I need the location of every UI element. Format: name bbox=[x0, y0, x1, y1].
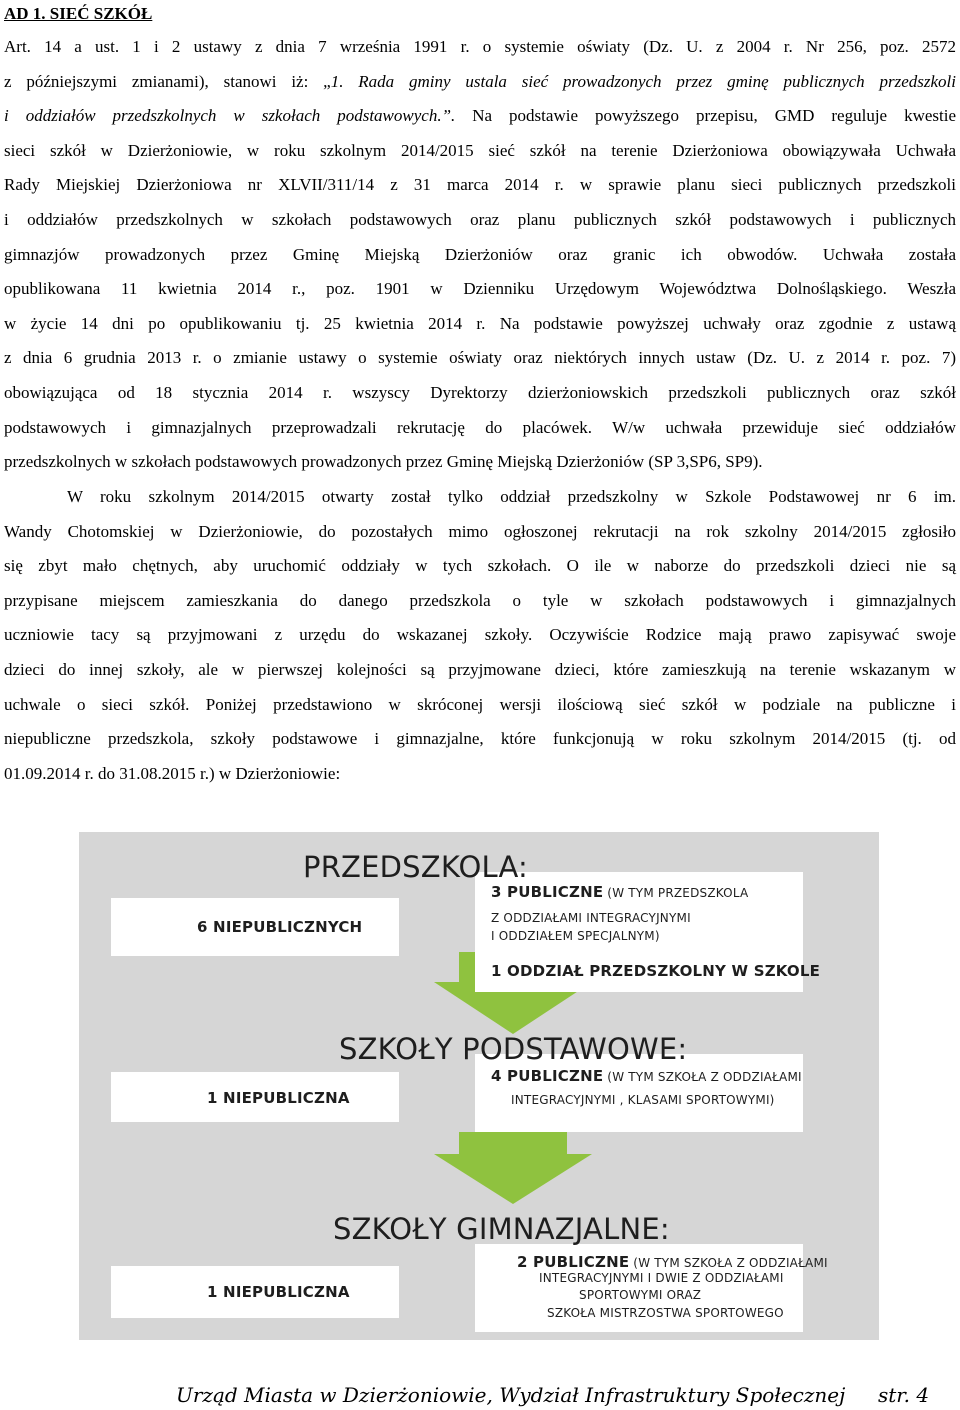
text-line bbox=[4, 588, 956, 614]
gymnasium-detail-3: SZKOŁA MISTRZOSTWA SPORTOWEGO bbox=[547, 1306, 784, 1320]
text-segment: przedszkolnych w szkołach podstawowych prowadzonych przez Gminę Miejską Dzierżoniów (SP 3,SP6, SP9). bbox=[4, 452, 763, 472]
footer-institution: Urząd Miasta w Dzierżoniowie, Wydział Infrastruktury Społecznej bbox=[176, 1383, 846, 1407]
text-segment: uczniowie tacy są przyjmowani z urzędu do wskazanej szkoły. Oczywiście Rodzice mają prawo zapisywać swoje bbox=[4, 625, 956, 645]
text-segment: W roku szkolnym 2014/2015 otwarty został tylko oddział przedszkolny w Szkole Podstawowej nr 6 im. bbox=[67, 487, 956, 506]
primary-public-suffix: (W TYM SZKOŁA Z ODDZIAŁAMI bbox=[603, 1070, 802, 1084]
text-line bbox=[4, 138, 956, 164]
arrow-2-head bbox=[434, 1154, 592, 1204]
preschool-detail-1: Z ODDZIAŁAMI INTEGRACYJNYMI bbox=[491, 911, 691, 925]
text-line bbox=[4, 207, 956, 233]
text-line bbox=[4, 519, 956, 545]
gymnasium-detail-1: INTEGRACYJNYMI I DWIE Z ODDZIAŁAMI bbox=[539, 1271, 784, 1285]
text-segment: Rady Miejskiej Dzierżoniowa nr XLVII/311/14 z 31 marca 2014 r. w sprawie planu sieci publicznych przedszkoli bbox=[4, 175, 956, 195]
preschool-title: PRZEDSZKOLA: bbox=[303, 850, 529, 884]
text-line bbox=[4, 449, 956, 475]
preschool-nonpublic: 6 NIEPUBLICZNYCH bbox=[197, 918, 363, 936]
text-segment: sieci szkół w Dzierżoniowie, w roku szkolnym 2014/2015 sieć szkół na terenie Dzierżoniowa obowiązywała Uchwała bbox=[4, 140, 956, 160]
text-line bbox=[4, 345, 956, 371]
preschool-public bbox=[491, 882, 748, 901]
text-segment: gimnazjów prowadzonych przez Gminę Miejską Dzierżoniów oraz granic ich obwodów. Uchwała została bbox=[4, 244, 956, 264]
text-line bbox=[4, 553, 956, 579]
preschool-public-suffix: (W TYM PRZEDSZKOLA bbox=[603, 886, 749, 900]
gymnasium-detail-2: SPORTOWYMI ORAZ bbox=[579, 1288, 702, 1302]
text-segment: 1. Rada gminy ustala sieć prowadzonych przez gminę publicznych przedszkoli bbox=[330, 71, 956, 91]
text-line bbox=[4, 726, 956, 752]
text-line bbox=[4, 69, 956, 95]
text-line bbox=[4, 276, 956, 302]
preschool-extra: 1 ODDZIAŁ PRZEDSZKOLNY W SZKOLE bbox=[491, 962, 821, 980]
text-line bbox=[4, 622, 956, 648]
primary-public bbox=[491, 1066, 802, 1085]
text-line bbox=[4, 380, 956, 406]
gymnasium-public-count: 2 PUBLICZNE bbox=[517, 1253, 630, 1271]
text-line bbox=[4, 34, 956, 60]
primary-nonpublic: 1 NIEPUBLICZNA bbox=[207, 1089, 350, 1107]
text-line bbox=[4, 311, 956, 337]
text-segment: podstawowych i gimnazjalnych przeprowadzali rekrutację do placówek. W/w uchwała przewiduje sieć oddziałów bbox=[4, 417, 956, 437]
preschool-public-count: 3 PUBLICZNE bbox=[491, 883, 604, 901]
text-segment: dzieci do innej szkoły, ale w pierwszej kolejności są przyjmowane dzieci, które zamieszkują na terenie wskazanym w bbox=[4, 660, 956, 679]
text-segment: się zbyt mało chętnych, aby uruchomić oddziały w tych szkołach. O ile w naborze do przedszkoli dzieci nie są bbox=[4, 556, 956, 576]
gymnasium-public-suffix: (W TYM SZKOŁA Z ODDZIAŁAMI bbox=[629, 1256, 828, 1270]
text-segment: Na podstawie powyższego przepisu, GMD reguluje kwestie bbox=[455, 106, 956, 126]
text-line bbox=[4, 415, 956, 441]
text-segment: w życie 14 dni po opublikowaniu tj. 25 kwietnia 2014 r. Na podstawie powyższej uchwały oraz zgodnie z ustawą bbox=[4, 313, 956, 333]
text-segment: Wandy Chotomskiej w Dzierżoniowie, do pozostałych mimo ogłoszonej rekrutacji na rok szkolny 2014/2015 zgłosiło bbox=[4, 521, 956, 541]
gymnasium-title: SZKOŁY GIMNAZJALNE: bbox=[333, 1212, 670, 1246]
heading: AD 1. SIEĆ SZKÓŁ bbox=[4, 4, 153, 23]
text-line bbox=[4, 172, 956, 198]
school-network-infographic bbox=[79, 832, 879, 1340]
text-line bbox=[4, 761, 956, 787]
text-line bbox=[4, 242, 956, 268]
text-segment: Art. 14 a ust. 1 i 2 ustawy z dnia 7 września 1991 r. o systemie oświaty (Dz. U. z 2004 r. Nr 256, poz. 2572 bbox=[4, 37, 956, 56]
text-line bbox=[4, 657, 956, 683]
gymnasium-public bbox=[517, 1252, 828, 1271]
text-segment: i oddziałów przedszkolnych w szkołach podstawowych.”. bbox=[4, 106, 456, 126]
text-segment: przypisane miejscem zamieszkania do danego przedszkola o tyle w szkołach podstawowych i gimnazjalnych bbox=[4, 590, 956, 610]
primary-detail-1: INTEGRACYJNYMI , KLASAMI SPORTOWYMI) bbox=[511, 1093, 775, 1107]
arrow-2-shaft bbox=[459, 1132, 567, 1154]
text-line bbox=[67, 484, 956, 510]
text-segment: niepubliczne przedszkola, szkoły podstawowe i gimnazjalne, które funkcjonują w roku szkolnym 2014/2015 (tj. od bbox=[4, 729, 956, 749]
text-segment: obowiązująca od 18 stycznia 2014 r. wszyscy Dyrektorzy dzierżoniowskich przedszkoli publicznych oraz szkół bbox=[4, 383, 956, 402]
text-segment: 01.09.2014 r. do 31.08.2015 r.) w Dzierżoniowie: bbox=[4, 763, 341, 783]
text-segment: uchwale o sieci szkół. Poniżej przedstawiono w skróconej wersji ilościową sieć szkół w podziale na publiczne i bbox=[4, 694, 956, 714]
text-segment: z dnia 6 grudnia 2013 r. o zmianie ustawy o systemie oświaty oraz niektórych innych ustaw (Dz. U. z 2014 r. poz. 7) bbox=[4, 348, 956, 368]
text-segment: z późniejszymi zmianami), stanowi iż: „ bbox=[4, 71, 331, 91]
text-segment: i oddziałów przedszkolnych w szkołach podstawowych oraz planu publicznych szkół podstawowych i publicznych bbox=[4, 210, 956, 229]
footer-page-number: str. 4 bbox=[878, 1383, 930, 1407]
gymnasium-nonpublic: 1 NIEPUBLICZNA bbox=[207, 1283, 350, 1301]
text-segment: opublikowana 11 kwietnia 2014 r., poz. 1901 w Dzienniku Urzędowym Województwa Dolnośląskiego. Weszła bbox=[4, 279, 956, 299]
primary-title: SZKOŁY PODSTAWOWE: bbox=[339, 1032, 688, 1066]
text-line bbox=[4, 692, 956, 718]
text-line bbox=[4, 103, 956, 129]
primary-public-count: 4 PUBLICZNE bbox=[491, 1067, 604, 1085]
preschool-detail-2: I ODDZIAŁEM SPECJALNYM) bbox=[491, 929, 660, 943]
